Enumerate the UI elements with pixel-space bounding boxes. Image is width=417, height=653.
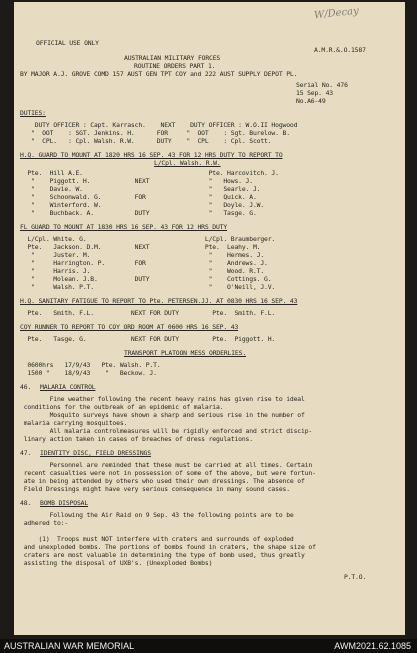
paragraph-line: Personnel are reminded that these must be carried at all times. Certain: [20, 461, 313, 469]
by-line: BY MAJOR A.J. GROVE COMD 157 AUST GEN TPT COY and 222 AUST SUPPLY DEPOT PL.: [20, 70, 298, 78]
pto-label: P.T.O.: [344, 573, 367, 581]
guard-row: " Winterford. W. " Doyle. J.W.: [20, 201, 265, 209]
footer-institution: AUSTRALIAN WAR MEMORIAL: [4, 641, 135, 651]
sanitary-row: Pte. Smith. F.L. NEXT FOR DUTY Pte. Smith. F.L.: [20, 309, 276, 317]
guard-row: L/Cpl. White. G. L/Cpl. Braumberger.: [20, 235, 276, 243]
paragraph-line: ate in being attended by others who used their own dressings. The absence of: [20, 477, 305, 485]
sanitary-heading: H.Q. SANITARY FATIGUE TO REPORT TO Pte. PETERSEN.JJ. AT 0830 HRS 16 SEP. 43: [20, 297, 298, 305]
amra-reference: A.M.R.&.O.1587: [314, 46, 366, 54]
paragraph-line: linary action taken in cases of breaches of dress regulations.: [20, 435, 253, 443]
paragraph-line: craters are most valuable in determining the type of bomb used, thus greatly: [20, 551, 305, 559]
paragraph-line: conditions for the outbreak of an epidemic of malaria.: [20, 403, 224, 411]
hq-guard-report-to: L/Cpl. Walsh. R.W.: [154, 159, 221, 167]
official-use-label: OFFICIAL USE ONLY: [36, 39, 99, 47]
transport-row: 0600hrs 17/9/43 Pte. Walsh. P.T.: [20, 361, 161, 369]
paragraph-line: Mosquito surveys have shown a sharp and serious rise in the number of: [20, 411, 305, 419]
guard-row: " Buchback. A. DUTY " Tasge. G.: [20, 209, 257, 217]
hq-guard-heading: H.Q. GUARD TO MOUNT AT 1820 HRS 16 SEP. 43 FOR 12 HRS DUTY TO REPORT TO: [20, 151, 283, 159]
routine-orders-title: ROUTINE ORDERS PART 1.: [134, 62, 216, 70]
archive-footer: [0, 639, 417, 653]
duties-heading: DUTIES:: [20, 109, 46, 117]
guard-row: " Davie. W. " Searle. J.: [20, 185, 261, 193]
guard-row: " Harrington. P. FOR " Andrews. J.: [20, 259, 268, 267]
transport-heading: TRANSPORT PLATOON MESS ORDERLIES.: [124, 349, 247, 357]
serial-number: Serial No. 476: [296, 81, 348, 89]
duties-row: DUTY OFFICER : Capt. Karrasch. NEXT DUTY OFFICER : W.O.II Hogwood: [20, 121, 298, 129]
guard-row: Pte. Hill A.E. Pte. Harcovitch. J.: [20, 169, 279, 177]
paragraph-line: Fine weather following the recent heavy rains has given rise to ideal: [20, 395, 305, 403]
handwritten-signature: W/Decay: [313, 5, 360, 22]
transport-row: 1500 " 18/9/43 " Beckow. J.: [20, 369, 157, 377]
paragraph-line: malaria carrying mosquitoes.: [20, 419, 128, 427]
guard-row: Pte. Jackson. D.M. NEXT Pte. Leahy. M.: [20, 243, 261, 251]
guard-row: " Juster. M. " Hermes. J.: [20, 251, 265, 259]
aust-military-forces: AUSTRALIAN MILITARY FORCES: [124, 54, 221, 62]
coy-runner-row: Pte. Tasge. G. NEXT FOR DUTY Pte. Piggott. H.: [20, 335, 276, 343]
paragraph-line: assisting the disposal of UXB's. (Unexploded Bombs): [20, 559, 213, 567]
page-number: No.A6-49: [296, 97, 326, 105]
guard-row: " Piggott. H. NEXT " Hows. J.: [20, 177, 253, 185]
footer-accession: AWM2021.62.1085: [334, 641, 411, 651]
malaria-number: 46.: [20, 383, 32, 391]
identity-number: 47.: [20, 449, 32, 457]
bomb-heading: BOMB DISPOSAL: [40, 499, 89, 507]
guard-row: " Molean. J.B. DUTY " Cottings. G.: [20, 275, 272, 283]
identity-heading: IDENTITY DISC, FIELD DRESSINGS: [40, 449, 151, 457]
paragraph-line: adhered to:-: [20, 519, 69, 527]
document-page: [14, 2, 405, 635]
guard-row: " Walsh. P.T. " O'Neill, J.V.: [20, 283, 276, 291]
guard-row: " Schoonwald. G. FOR " Quick. A.: [20, 193, 257, 201]
guard-row: " Harris. J. " Wood. R.T.: [20, 267, 265, 275]
order-date: 15 Sep. 43: [296, 89, 333, 97]
duties-row: " OOT : SGT. Jenkins. H. FOR " OOT : Sgt. Burelow. B.: [20, 129, 290, 137]
fl-guard-heading: FL GUARD TO MOUNT AT 1830 HRS 16 SEP. 43 FOR 12 HRS DUTY: [20, 223, 228, 231]
paragraph-line: Following the Air Raid on 9 Sep. 43 the following points are to be: [20, 511, 294, 519]
paragraph-line: recent casualties were not in possession of some of the above, but were fortun-: [20, 469, 316, 477]
coy-runner-heading: COY RUNNER TO REPORT TO COY ORD ROOM AT 0600 HRS 16 SEP. 43: [20, 323, 239, 331]
paragraph-line: All malaria controlmeasures will be rigidly enforced and strict discip-: [20, 427, 313, 435]
paragraph-line: Field Dressings might have very serious consequence in many sound cases.: [20, 485, 290, 493]
malaria-heading: MALARIA CONTROL: [40, 383, 96, 391]
bomb-number: 48.: [20, 499, 32, 507]
duties-row: " CPL. : Cpl. Walsh. R.W. DUTY " CPL : Cpl. Scott.: [20, 137, 272, 145]
paragraph-line: (1) Troops must NOT interfere with craters and surrounds of exploded: [20, 535, 294, 543]
paragraph-line: and unexploded bombs. The portions of bombs found in craters, the shape size of: [20, 543, 316, 551]
